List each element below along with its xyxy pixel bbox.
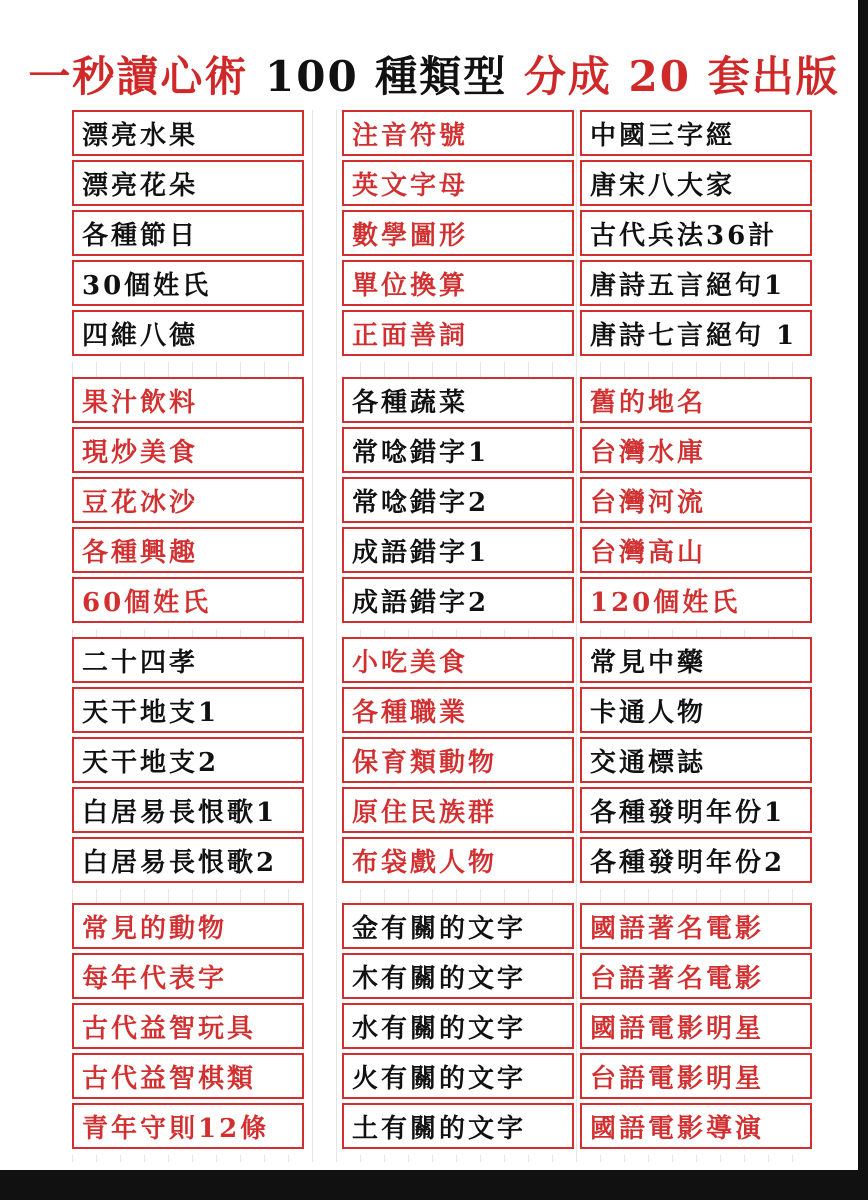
- category-cell: 金有關的文字: [342, 903, 574, 949]
- category-cell: 注音符號: [342, 110, 574, 156]
- category-cell: 現炒美食: [72, 427, 304, 473]
- category-cell: 卡通人物: [580, 687, 812, 733]
- category-column: [580, 637, 812, 889]
- category-group-4: [72, 903, 816, 1155]
- category-cell: 各種發明年份2: [580, 837, 812, 883]
- category-cell: 原住民族群: [342, 787, 574, 833]
- category-column: [342, 637, 574, 889]
- category-cell: 各種蔬菜: [342, 377, 574, 423]
- category-cell: 各種興趣: [72, 527, 304, 573]
- title-part-2: 100 種類型: [265, 52, 508, 101]
- category-column: [342, 110, 574, 362]
- category-cell: 台語著名電影: [580, 953, 812, 999]
- category-cell: 唐詩五言絕句1: [580, 260, 812, 306]
- category-cell: 木有關的文字: [342, 953, 574, 999]
- category-cell: 成語錯字1: [342, 527, 574, 573]
- category-cell: 正面善詞: [342, 310, 574, 356]
- category-cell: 國語著名電影: [580, 903, 812, 949]
- category-cell: 各種發明年份1: [580, 787, 812, 833]
- category-cell: 四維八德: [72, 310, 304, 356]
- category-group-1: [72, 110, 816, 362]
- category-cell: 白居易長恨歌2: [72, 837, 304, 883]
- black-frame-right: [858, 0, 868, 1200]
- category-column: [342, 903, 574, 1155]
- category-column: [580, 110, 812, 362]
- category-cell: 單位換算: [342, 260, 574, 306]
- category-cell: 保育類動物: [342, 737, 574, 783]
- category-cell: 天干地支1: [72, 687, 304, 733]
- category-column: [72, 903, 304, 1155]
- category-cell: 120個姓氏: [580, 577, 812, 623]
- category-cell: 各種節日: [72, 210, 304, 256]
- category-cell: 國語電影明星: [580, 1003, 812, 1049]
- category-cell: 唐詩七言絕句 1: [580, 310, 812, 356]
- category-cell: 二十四孝: [72, 637, 304, 683]
- category-cell: 台灣河流: [580, 477, 812, 523]
- category-cell: 豆花冰沙: [72, 477, 304, 523]
- category-cell: 中國三字經: [580, 110, 812, 156]
- category-cell: 常唸錯字2: [342, 477, 574, 523]
- category-column: [72, 637, 304, 889]
- category-cell: 常唸錯字1: [342, 427, 574, 473]
- category-cell: 30個姓氏: [72, 260, 304, 306]
- category-cell: 古代益智玩具: [72, 1003, 304, 1049]
- category-cell: 果汁飲料: [72, 377, 304, 423]
- category-group-2: [72, 377, 816, 629]
- category-cell: 交通標誌: [580, 737, 812, 783]
- category-cell: 成語錯字2: [342, 577, 574, 623]
- category-cell: 數學圖形: [342, 210, 574, 256]
- category-group-3: [72, 637, 816, 889]
- category-cell: 漂亮花朵: [72, 160, 304, 206]
- category-cell: 土有關的文字: [342, 1103, 574, 1149]
- category-cell: 小吃美食: [342, 637, 574, 683]
- category-cell: 60個姓氏: [72, 577, 304, 623]
- category-grid: [72, 110, 816, 1162]
- category-cell: 布袋戲人物: [342, 837, 574, 883]
- category-column: [72, 377, 304, 629]
- category-cell: 古代益智棋類: [72, 1053, 304, 1099]
- title-part-3: 分成 20 套出版: [523, 52, 840, 101]
- category-cell: 古代兵法36計: [580, 210, 812, 256]
- category-column: [72, 110, 304, 362]
- category-column: [342, 377, 574, 629]
- category-cell: 漂亮水果: [72, 110, 304, 156]
- category-cell: 台灣水庫: [580, 427, 812, 473]
- category-cell: 每年代表字: [72, 953, 304, 999]
- category-cell: 各種職業: [342, 687, 574, 733]
- category-cell: 唐宋八大家: [580, 160, 812, 206]
- category-cell: 英文字母: [342, 160, 574, 206]
- category-cell: 天干地支2: [72, 737, 304, 783]
- category-cell: 白居易長恨歌1: [72, 787, 304, 833]
- category-cell: 台灣高山: [580, 527, 812, 573]
- category-column: [580, 377, 812, 629]
- category-column: [580, 903, 812, 1155]
- category-cell: 台語電影明星: [580, 1053, 812, 1099]
- category-cell: 水有關的文字: [342, 1003, 574, 1049]
- category-cell: 國語電影導演: [580, 1103, 812, 1149]
- category-cell: 火有關的文字: [342, 1053, 574, 1099]
- category-cell: 常見中藥: [580, 637, 812, 683]
- category-cell: 青年守則12條: [72, 1103, 304, 1149]
- category-cell: 常見的動物: [72, 903, 304, 949]
- page-title: [0, 44, 868, 104]
- black-frame-bottom: [0, 1170, 868, 1200]
- title-part-1: 一秒讀心術: [28, 52, 249, 101]
- category-cell: 舊的地名: [580, 377, 812, 423]
